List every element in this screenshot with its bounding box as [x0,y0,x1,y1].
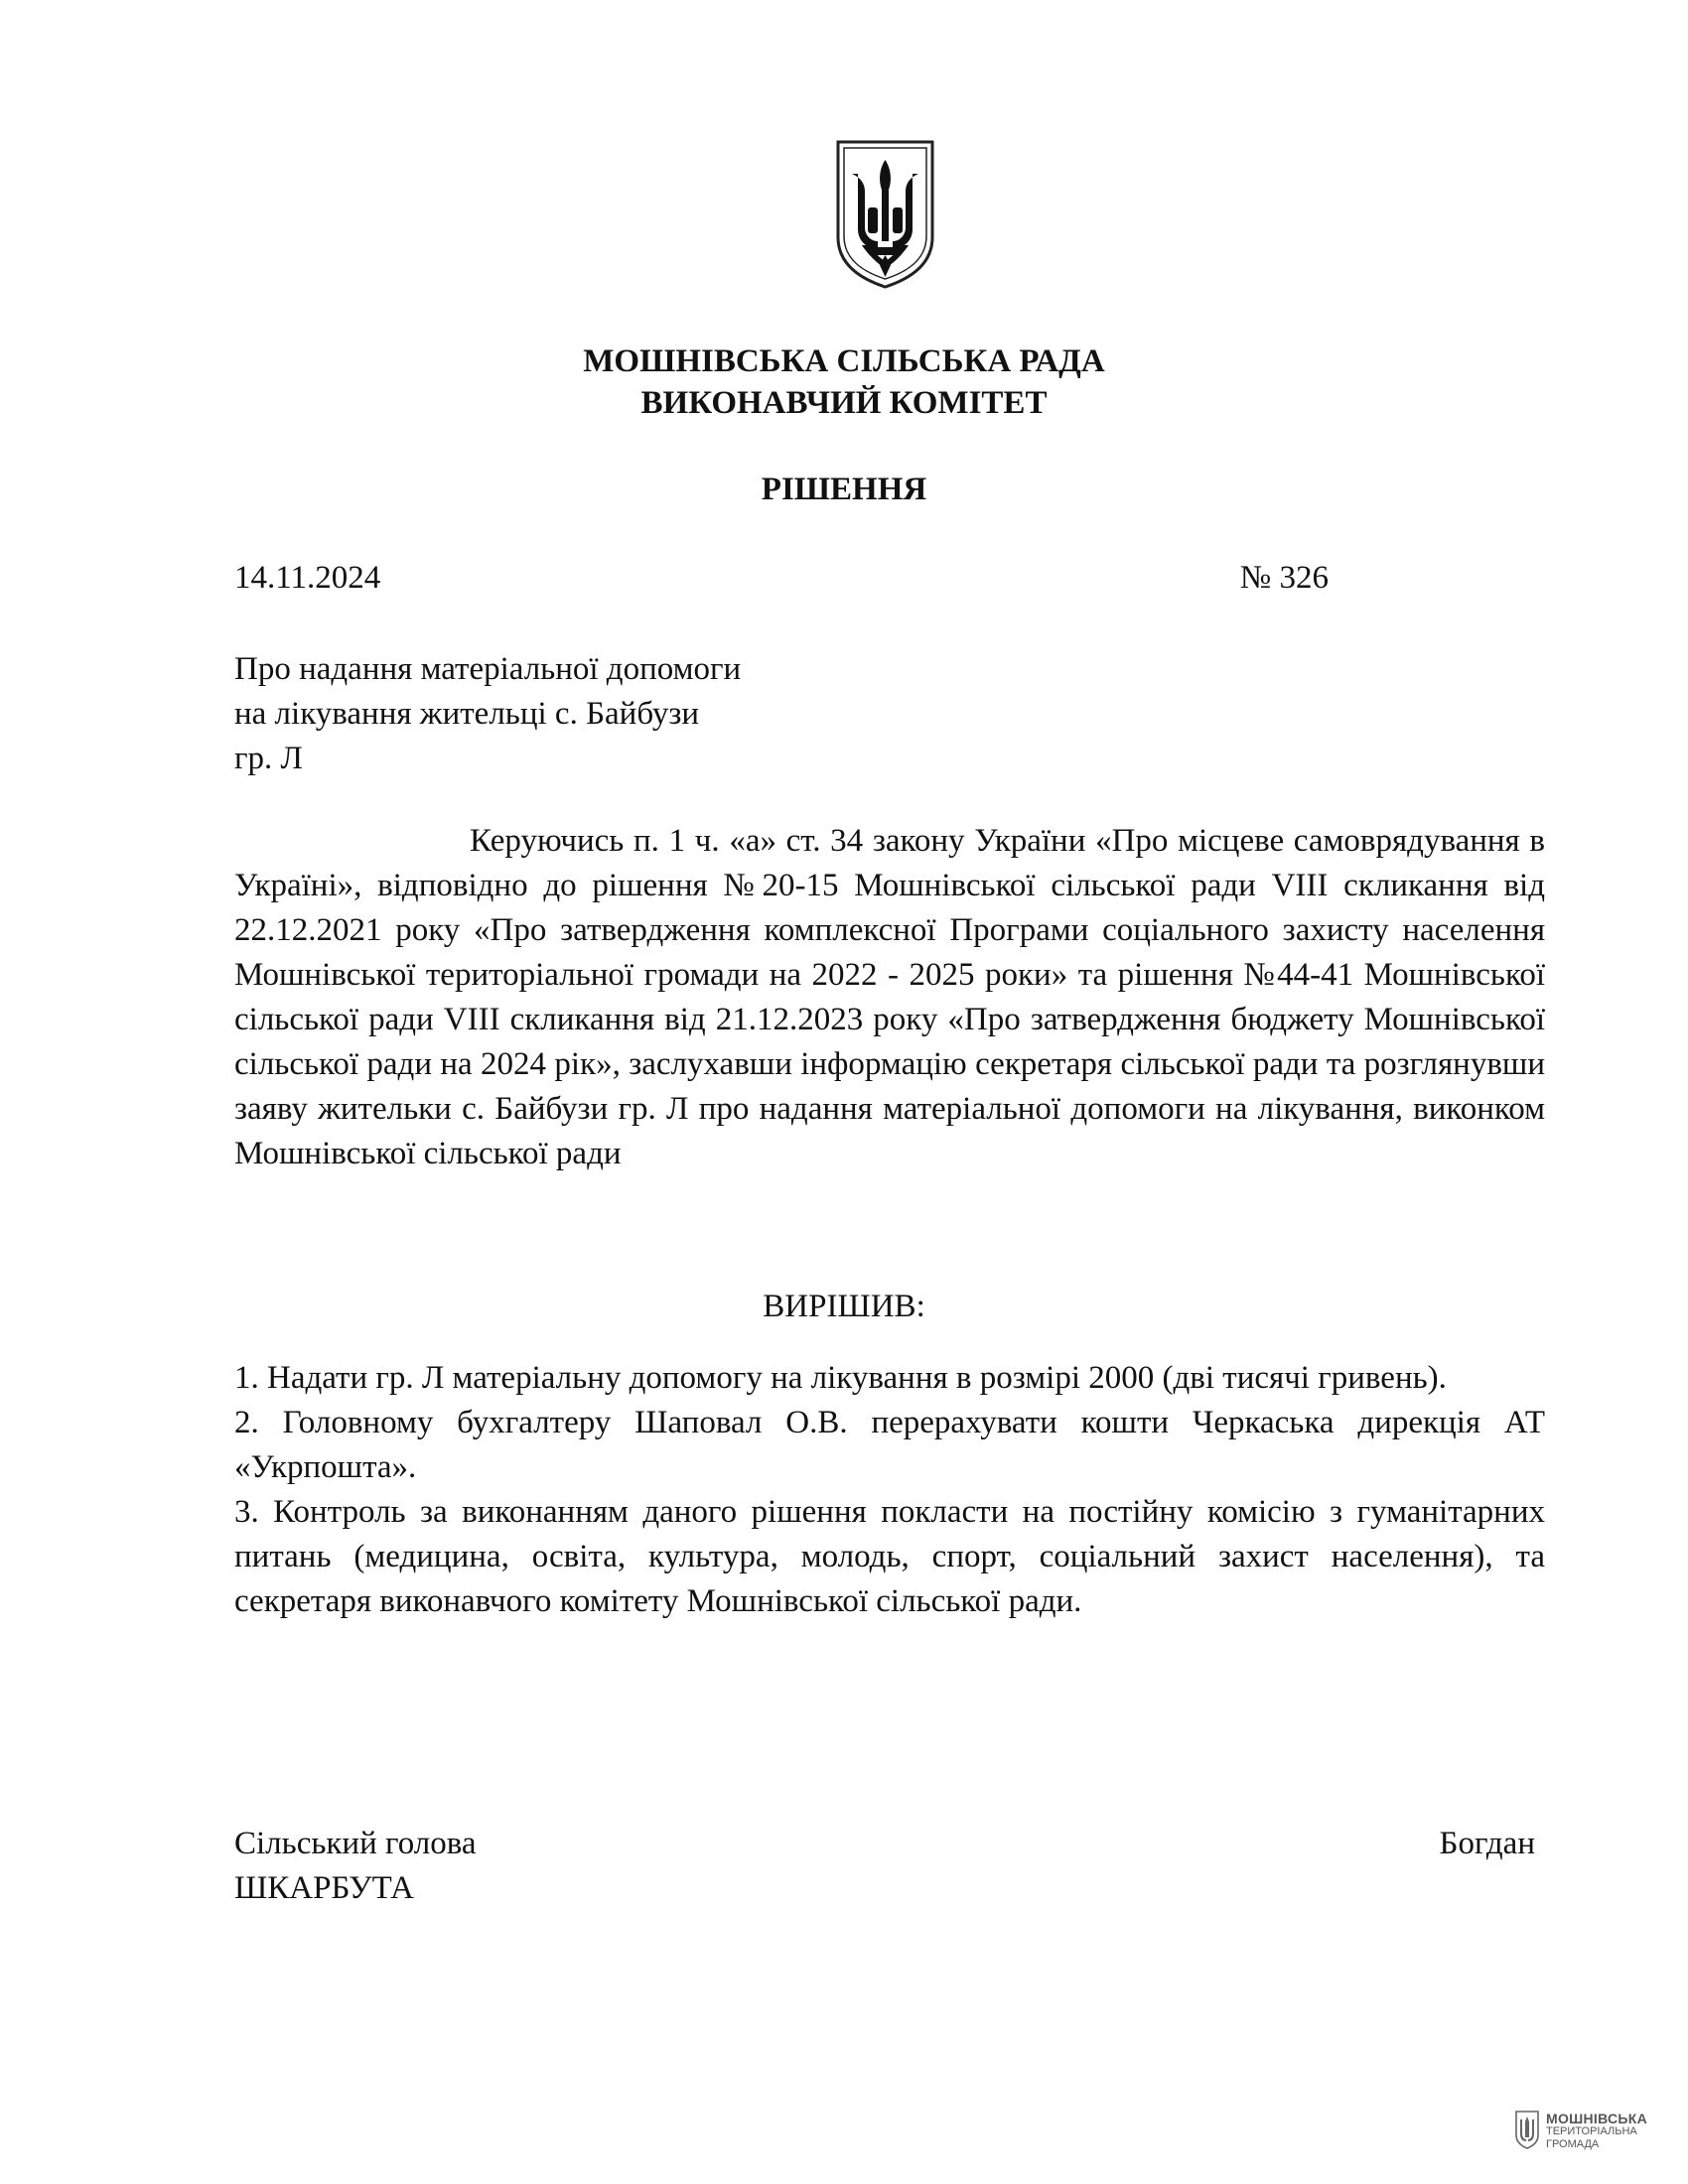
decision-subject [234,647,929,781]
council-name: МОШНІВСЬКА СІЛЬСЬКА РАДА [583,343,1105,379]
logo-line-3: ГРОМАДА [1546,2137,1600,2150]
subject-line: на лікування жительці с. Байбузи [234,696,700,732]
subject-line: гр. Л [234,741,303,776]
preamble-paragraph [234,819,1545,1176]
decision-number: № 326 [1239,560,1329,596]
signature-block [234,1822,477,1911]
tryzub-small-icon [1514,2110,1540,2154]
decision-items [234,1356,1545,1624]
subject-line: Про надання матеріальної допомоги [234,651,742,687]
community-logo [1514,2105,1663,2158]
date-number-row [234,556,1329,601]
logo-line-2: ТЕРИТОРІАЛЬНА [1546,2124,1637,2137]
decision-item: 3. Контроль за виконанням даного рішення покласти на постійну комісію з гуманітарних питань (медицина, освіта, культура, молодь, спорт, соціальний захист населення), та секретаря виконавчого комітету Мошнівської сільської ради. [234,1494,1545,1619]
committee-name: ВИКОНАВЧИЙ КОМІТЕТ [640,385,1048,421]
logo-line-1: МОШНІВСЬКА [1546,2110,1648,2126]
signatory-title: Сільський голова [234,1826,477,1861]
decided-label: ВИРІШИВ: [763,1289,925,1324]
logo-text [1546,2110,1648,2151]
document-type: РІШЕННЯ [761,472,927,507]
signatory-first-name: Богдан [1439,1826,1535,1861]
decision-date: 14.11.2024 [234,560,381,596]
preamble-text: Керуючись п. 1 ч. «а» ст. 34 закону України «Про місцеве самоврядування в Україні», відповідно до рішення №20-15 Мошнівської сільської ради VIII скликання від 22.12.2021 року «Про затвердження комплексної Програми соціального захисту населення Мошнівської територіальної громади на 2022 - 2025 роки» та рішення №44-41 Мошнівської сільської ради VIII скликання від 21.12.2023 року «Про затвердження бюджету Мошнівської сільської ради на 2024 рік», заслухавши інформацію секретаря сільської ради та розглянувши заяву жительки с. Байбузи гр. Л про надання матеріальної допомоги на лікування, виконком Мошнівської сільської ради [234,823,1545,1171]
signatory-surname: ШКАРБУТА [234,1870,414,1906]
coat-of-arms-icon [832,138,938,290]
decision-item: 2. Головному бухгалтеру Шаповал О.В. перерахувати кошти Черкаська дирекція АТ «Укрпошта». [234,1405,1545,1485]
decision-item: 1. Надати гр. Л матеріальну допомогу на лікування в розмірі 2000 (дві тисячі гривень). [234,1360,1447,1396]
